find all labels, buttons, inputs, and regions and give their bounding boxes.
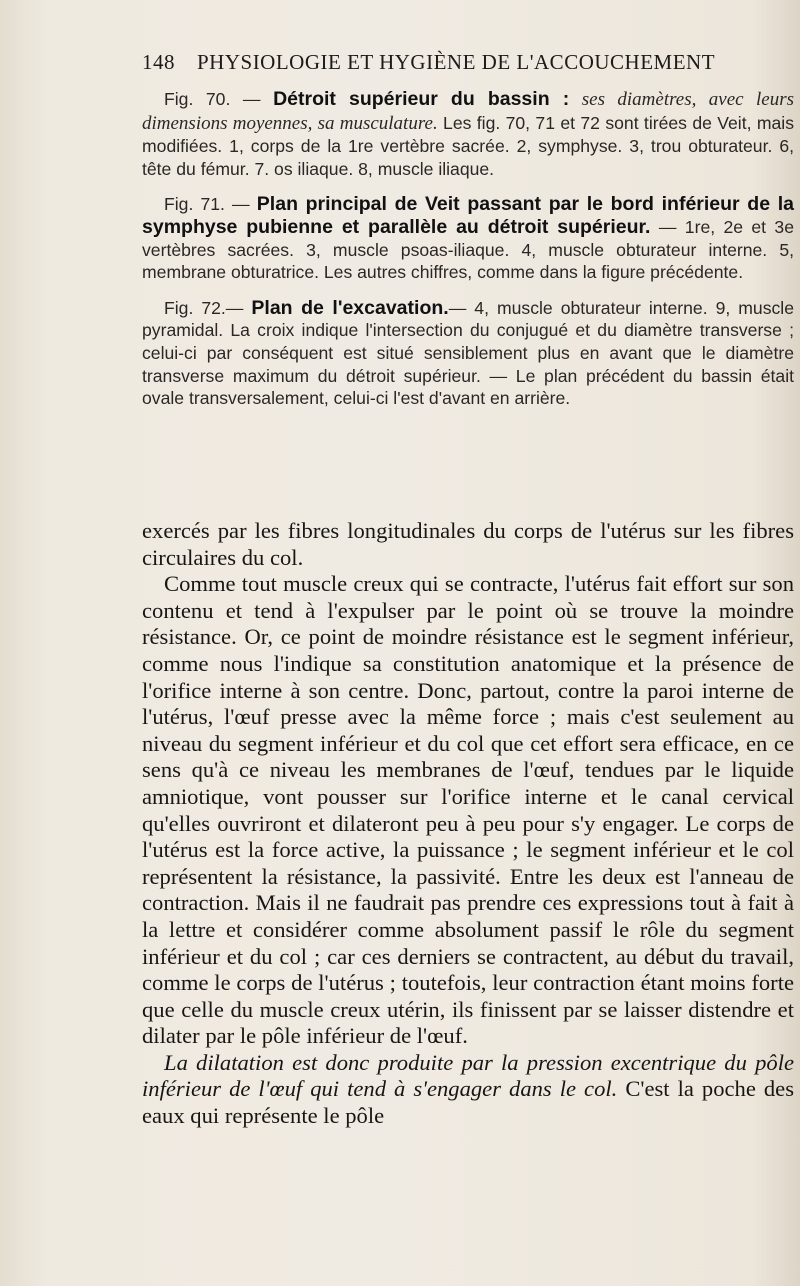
caption-label: Fig. 71. —	[164, 194, 250, 215]
caption-text: Les fig. 70, 71 et 72 sont tirées de Veit, mais modifiées. 1, corps de la 1re vertèbre sacrée. 2, symphyse. 3, trou obturateur. 6, tête du fémur. 7. os iliaque. 8, muscle iliaque.	[142, 112, 794, 179]
caption-italic: ses diamètres, avec leurs dimensions moyennes, sa musculature.	[142, 89, 794, 134]
caption-title: Détroit supérieur du bassin :	[273, 88, 570, 110]
caption-label: Fig. 70. —	[164, 89, 261, 109]
caption-fig-72	[142, 297, 794, 410]
caption-text: — 4, muscle obturateur interne. 9, muscle pyramidal. La croix indique l'intersection du conjugué et du diamètre transverse ; celui-ci par conséquent est situé sensiblement plus en avant que le diamètre transverse maximum du détroit supérieur. — Le plan précédent du bassin était ovale transversalement, celui-ci l'est d'avant en arrière.	[142, 297, 794, 409]
paragraph: Comme tout muscle creux qui se contracte, l'utérus fait effort sur son contenu et tend à l'expulser par le point où se trouve la moindre résistance. Or, ce point de moindre résistance est le segment inférieur, comme nous l'indique sa constitution anatomique et la présence de l'orifice interne à son centre. Donc, partout, contre la paroi interne de l'utérus, l'œuf presse avec la même force ; mais c'est seulement au niveau du segment inférieur et du col que cet effort sera efficace, en ce sens qu'à ce niveau les membranes de l'œuf, tendues par le liquide amniotique, vont pousser sur l'orifice interne et le canal cervical qu'elles ouvriront et dilateront peu à peu pour s'y engager. Le corps de l'utérus est la force active, la puissance ; le segment inférieur et le col représentent la résistance, la passivité. Entre les deux est l'anneau de contraction. Mais il ne faudrait pas prendre ces expressions tout à fait à la lettre et considérer comme absolument passif le rôle du segment inférieur et du col ; car ces derniers se contractent, au début du travail, comme le corps de l'utérus ; toutefois, leur contraction étant moins forte que celle du muscle creux utérin, ils finissent par se laisser distendre et dilater par le pôle inférieur de l'œuf.	[142, 571, 794, 1049]
caption-label: Fig. 72.—	[164, 297, 244, 318]
paragraph	[142, 1050, 794, 1130]
caption-title: Plan de l'excavation.	[251, 296, 449, 319]
figure-captions	[142, 88, 794, 423]
running-header	[142, 50, 742, 75]
caption-text: — 1re, 2e et 3e vertèbres sacrées. 3, muscle psoas-iliaque. 4, muscle obturateur interne. 5, membrane obturatrice. Les autres chiffres, comme dans la figure précédente.	[142, 216, 794, 283]
body-text	[142, 518, 794, 1130]
page-number: 148	[142, 50, 175, 74]
caption-fig-71	[142, 193, 794, 283]
running-title: PHYSIOLOGIE ET HYGIÈNE DE L'ACCOUCHEMENT	[197, 50, 716, 74]
paragraph-text: C'est la poche des eaux qui représente le pôle	[142, 1076, 795, 1129]
caption-title: Plan principal de Veit passant par le bord inférieur de la symphyse pubienne et parallèle au détroit supérieur.	[142, 193, 794, 238]
caption-fig-70	[142, 88, 794, 180]
paragraph: exercés par les fibres longitudinales du corps de l'utérus sur les fibres circulaires du col.	[142, 518, 794, 570]
emphasis: La dilatation est donc produite par la pression excentrique du pôle inférieur de l'œuf qui tend à s'engager dans le col.	[142, 1049, 794, 1102]
